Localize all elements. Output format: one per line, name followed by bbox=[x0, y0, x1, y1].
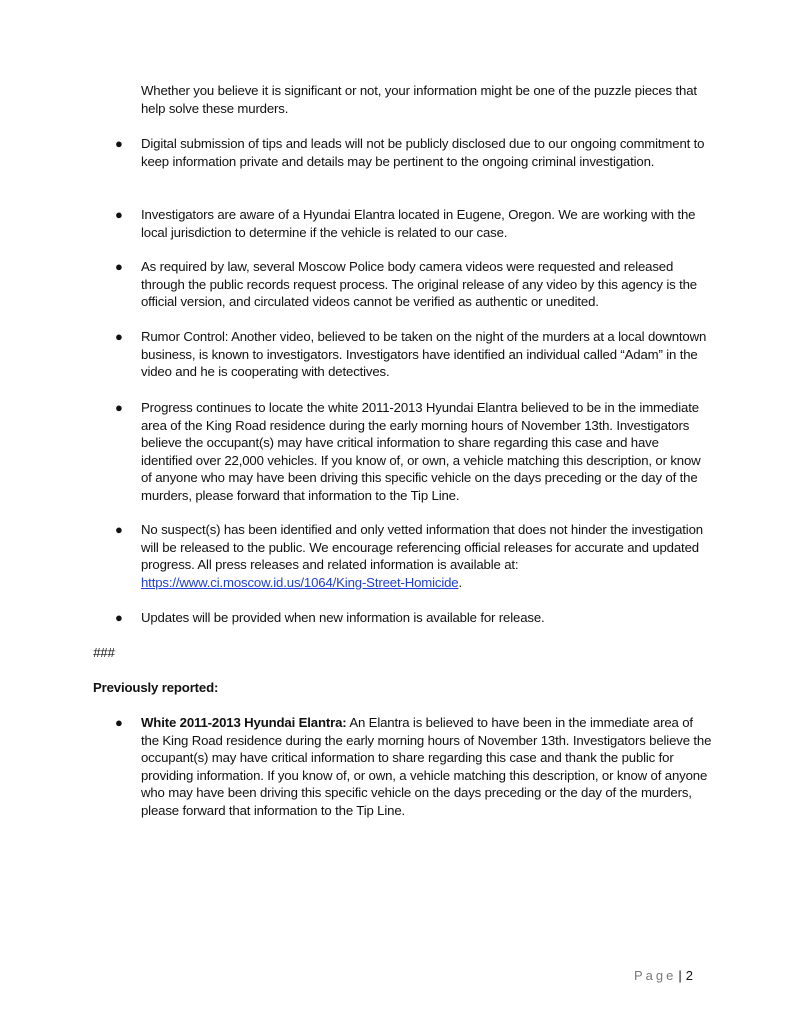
bullet-item-5 bbox=[115, 399, 713, 505]
bullet-item-1 bbox=[115, 135, 713, 170]
bullet-text: As required by law, several Moscow Police body camera videos were requested and released through the public records request process. The original release of any video by this agency is the official version, and circulated videos cannot be verified as authentic or unedited. bbox=[141, 259, 697, 310]
intro-paragraph: Whether you believe it is significant or not, your information might be one of the puzzle pieces that help solve these murders. bbox=[141, 83, 697, 116]
bullet-icon: ● bbox=[115, 329, 123, 344]
bullet-text: Digital submission of tips and leads will not be publicly disclosed due to our ongoing commitment to keep information private and details may be pertinent to the ongoing criminal investigation. bbox=[141, 136, 705, 169]
bullet-text: No suspect(s) has been identified and only vetted information that does not hinder the investigation will be released to the public. We encourage referencing official releases for accurate and updated progress. All press releases and related information is available at: bbox=[141, 522, 703, 573]
bullet-item-4 bbox=[115, 328, 713, 381]
page-label: Page bbox=[634, 968, 677, 983]
bullet-item-3 bbox=[115, 258, 713, 311]
bullet-item-7 bbox=[115, 609, 713, 627]
bullet-text: Updates will be provided when new information is available for release. bbox=[141, 610, 545, 625]
bullet-item-6 bbox=[115, 521, 713, 591]
page-number: 2 bbox=[685, 968, 693, 983]
bullet-icon: ● bbox=[115, 136, 123, 151]
previously-reported-heading: Previously reported: bbox=[93, 680, 219, 695]
bullet-icon: ● bbox=[115, 259, 123, 274]
bullet-icon: ● bbox=[115, 522, 123, 537]
bullet-text: Progress continues to locate the white 2011-2013 Hyundai Elantra believed to be in the immediate area of the King Road residence during the early morning hours of November 13th. Investigators believe the occupant(s) may have critical information to share regarding this case and have identified over 22,000 vehicles. If you know of, or own, a vehicle matching this description, or know of anyone who may have been driving this specific vehicle on the days preceding or the day of the murders, please forward that information to the Tip Line. bbox=[141, 400, 701, 503]
bullet-bold-lead: White 2011-2013 Hyundai Elantra: bbox=[141, 715, 347, 730]
bullet-text: Rumor Control: Another video, believed to be taken on the night of the murders at a local downtown business, is known to investigators. Investigators have identified an individual called “Adam” in the video and he is cooperating with detectives. bbox=[141, 329, 707, 380]
section-separator: ### bbox=[93, 645, 115, 660]
previous-bullet-item-1 bbox=[115, 714, 713, 820]
bullet-item-2 bbox=[115, 206, 713, 241]
page-footer bbox=[634, 968, 693, 983]
bullet-icon: ● bbox=[115, 207, 123, 222]
bullet-icon: ● bbox=[115, 715, 123, 730]
bullet-icon: ● bbox=[115, 400, 123, 415]
homicide-page-link[interactable]: https://www.ci.moscow.id.us/1064/King-Street-Homicide bbox=[141, 574, 459, 590]
bullet-icon: ● bbox=[115, 610, 123, 625]
bullet-text: An Elantra is believed to have been in the immediate area of the King Road residence during the early morning hours of November 13th. Investigators believe the occupant(s) may have critical information to share regarding this case and thank the public for providing information. If you know of, or own, a vehicle matching this description, or know of anyone who may have been driving this specific vehicle on the days preceding or the day of the murders, please forward that information to the Tip Line. bbox=[141, 715, 712, 818]
bullet-suffix: . bbox=[458, 574, 462, 590]
bullet-text: Investigators are aware of a Hyundai Elantra located in Eugene, Oregon. We are working with the local jurisdiction to determine if the vehicle is related to our case. bbox=[141, 207, 696, 240]
footer-divider: | bbox=[678, 968, 682, 983]
